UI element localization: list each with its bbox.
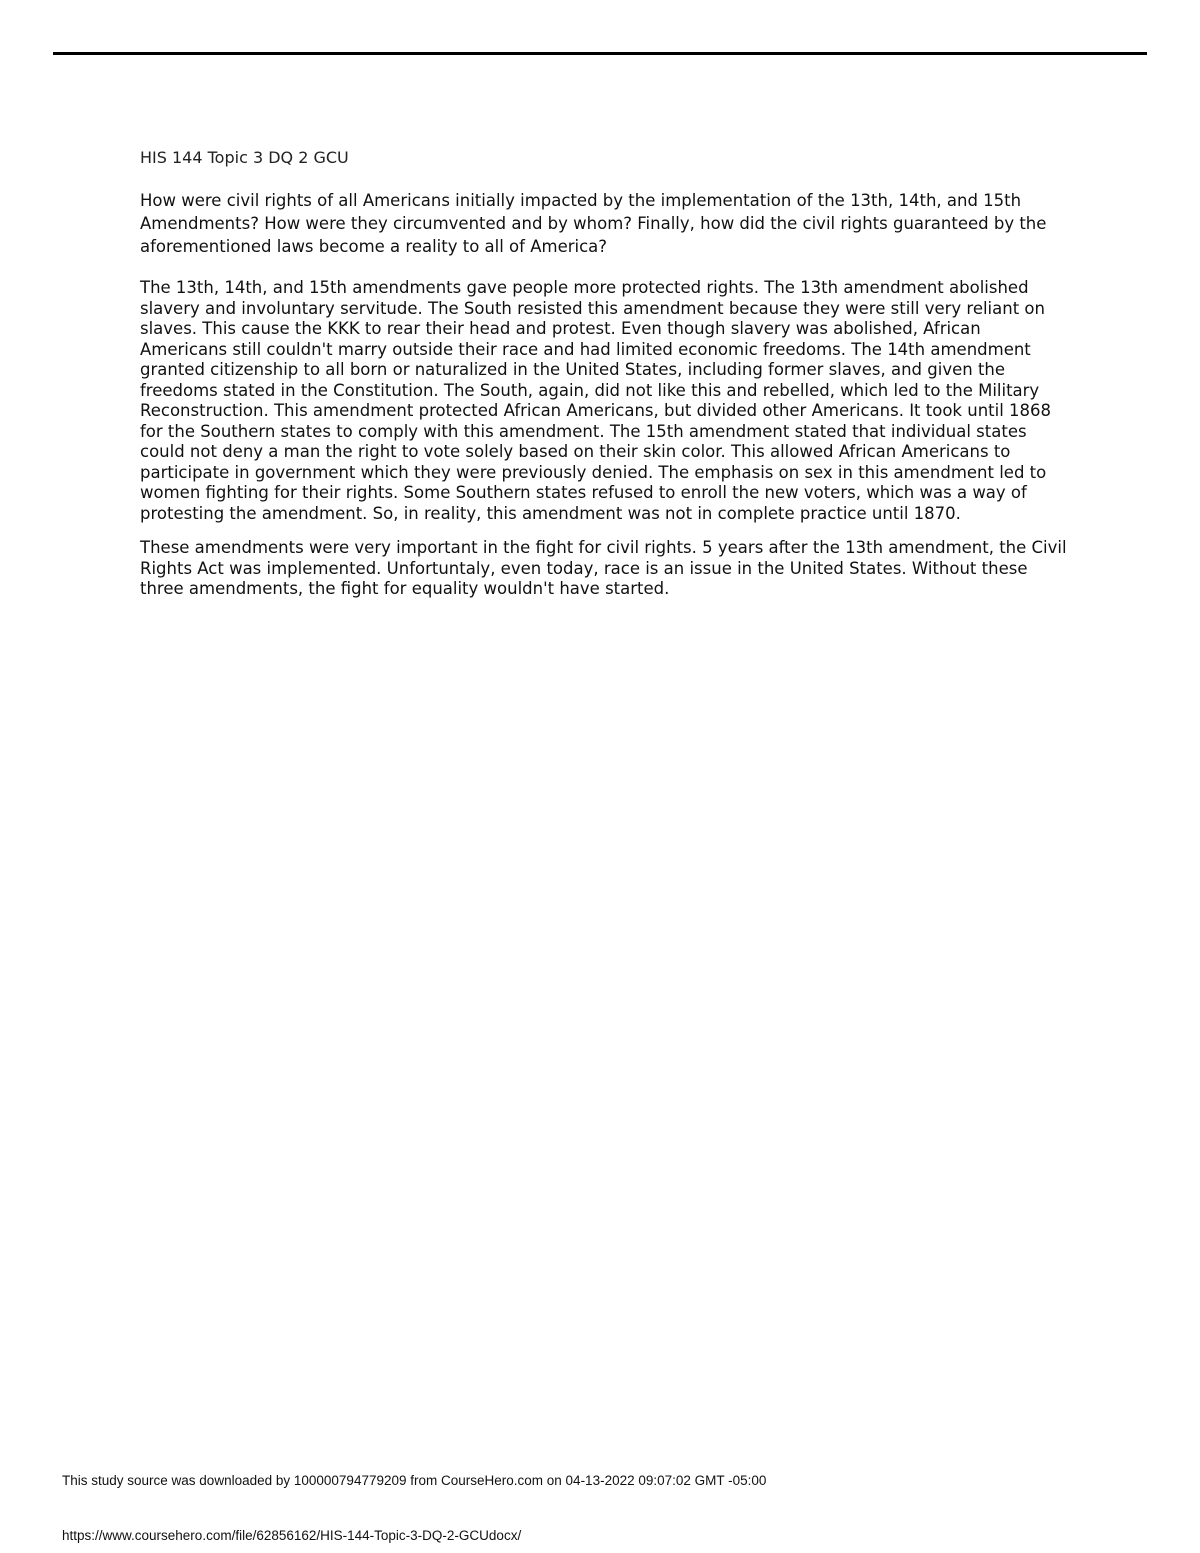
source-url[interactable]: https://www.coursehero.com/file/62856162/HIS-144-Topic-3-DQ-2-GCUdocx/ [62,1528,522,1543]
download-source-note: This study source was downloaded by 100000794779209 from CourseHero.com on 04-13-2022 09:07:02 GMT -05:00 [62,1473,767,1488]
top-divider [53,52,1147,55]
document-title: HIS 144 Topic 3 DQ 2 GCU [140,148,349,167]
discussion-question: How were civil rights of all Americans initially impacted by the implementation of the 13th, 14th, and 15th Amendments? How were they circumvented and by whom? Finally, how did the civil rights guaranteed by the aforementioned laws become a reality to all of America? [140,191,1047,256]
answer-paragraph-1: The 13th, 14th, and 15th amendments gave people more protected rights. The 13th amendment abolished slavery and involuntary servitude. The South resisted this amendment because they were still very reliant on slaves. This cause the KKK to rear their head and protest. Even though slavery was abolished, African Americans still couldn't marry outside their race and had limited economic freedoms. The 14th amendment granted citizenship to all born or naturalized in the United States, including former slaves, and given the freedoms stated in the Constitution. The South, again, did not like this and rebelled, which led to the Military Reconstruction. This amendment protected African Americans, but divided other Americans. It took until 1868 for the Southern states to comply with this amendment. The 15th amendment stated that individual states could not deny a man the right to vote solely based on their skin color. This allowed African Americans to participate in government which they were previously denied. The emphasis on sex in this amendment led to women fighting for their rights. Some Southern states refused to enroll the new voters, which was a way of protesting the amendment. So, in reality, this amendment was not in complete practice until 1870. [140,278,1052,523]
answer-paragraph-2: These amendments were very important in the fight for civil rights. 5 years after the 13th amendment, the Civil Rights Act was implemented. Unfortuntaly, even today, race is an issue in the United States. Without these three amendments, the fight for equality wouldn't have started. [140,538,1067,598]
document-body [140,148,1070,614]
